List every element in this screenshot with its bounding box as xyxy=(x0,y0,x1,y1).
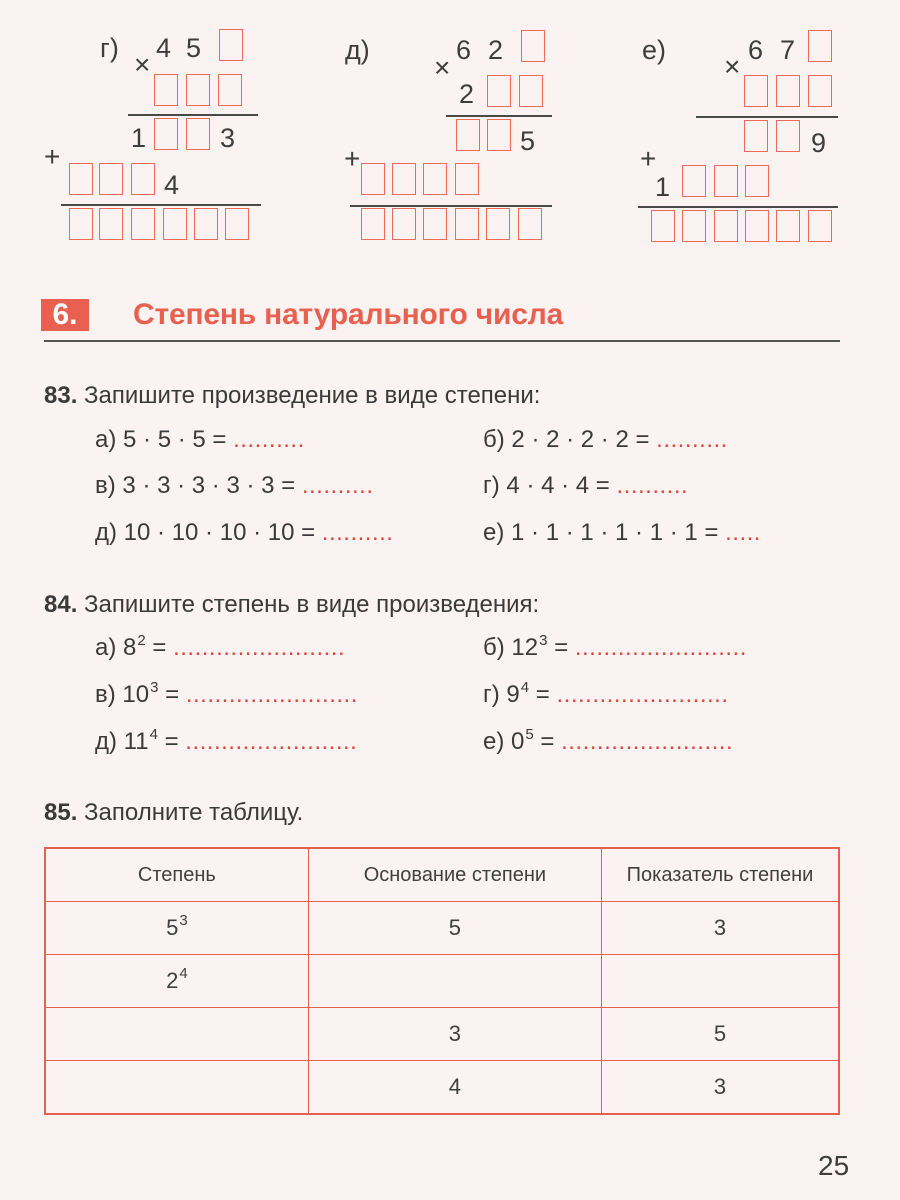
digit-input-box[interactable] xyxy=(518,208,542,240)
puzzle-label: д) xyxy=(345,35,370,65)
digit-input-box[interactable] xyxy=(714,210,738,242)
item-label: а) xyxy=(95,426,117,453)
task-84-item-a xyxy=(95,633,345,666)
digit: 1 xyxy=(655,172,671,202)
power-exponent: 2 xyxy=(137,632,146,649)
table-row xyxy=(45,1008,839,1061)
digit-input-box[interactable] xyxy=(154,74,178,106)
item-label: а) xyxy=(95,634,117,661)
base-cell[interactable]: 5 xyxy=(308,902,601,955)
digit-input-box[interactable] xyxy=(745,165,769,197)
exponent-cell[interactable] xyxy=(602,955,840,1008)
answer-blank[interactable]: ........................ xyxy=(561,728,734,755)
item-expression: 10 · 10 · 10 · 10 = xyxy=(123,519,316,546)
powers-table xyxy=(44,847,840,1115)
divider-line xyxy=(350,205,552,207)
digit-input-box[interactable] xyxy=(69,208,93,240)
item-label: г) xyxy=(483,472,500,499)
power-base: 10 xyxy=(122,681,150,708)
power-base: 2 xyxy=(166,968,179,993)
digit: 2 xyxy=(488,35,504,65)
answer-blank[interactable]: ........................ xyxy=(185,728,358,755)
task-number: 83. xyxy=(44,382,78,409)
item-expression: 5 · 5 · 5 = xyxy=(123,426,227,453)
exponent-cell[interactable]: 3 xyxy=(602,1061,840,1115)
puzzle-label: г) xyxy=(100,33,119,63)
task-84-item-d xyxy=(95,727,357,760)
digit: 6 xyxy=(456,35,472,65)
digit-input-box[interactable] xyxy=(194,208,218,240)
task-84-item-v xyxy=(95,680,358,713)
task-prompt: Запишите произведение в виде степени: xyxy=(84,382,541,409)
divider-line xyxy=(638,206,838,208)
digit-input-box[interactable] xyxy=(69,163,93,195)
answer-blank[interactable]: .......... xyxy=(321,519,394,546)
base-cell[interactable]: 3 xyxy=(308,1008,601,1061)
exponent-cell[interactable]: 3 xyxy=(602,902,840,955)
item-expression: 1 · 1 · 1 · 1 · 1 · 1 = xyxy=(511,519,719,546)
item-expression: 3 · 3 · 3 · 3 · 3 = xyxy=(122,472,296,499)
divider-line xyxy=(696,116,838,118)
digit-input-box[interactable] xyxy=(744,75,768,107)
exponent-cell[interactable]: 5 xyxy=(602,1008,840,1061)
table-header-row xyxy=(45,848,839,902)
equals-sign: = xyxy=(554,634,569,661)
equals-sign: = xyxy=(540,728,555,755)
digit: 2 xyxy=(459,79,475,109)
power-cell[interactable] xyxy=(45,1061,308,1115)
digit-input-box[interactable] xyxy=(808,210,832,242)
digit-input-box[interactable] xyxy=(776,120,800,152)
power-base: 8 xyxy=(123,634,137,661)
digit-input-box[interactable] xyxy=(455,208,479,240)
plus-sign: + xyxy=(344,143,361,174)
digit: 7 xyxy=(780,35,796,65)
puzzle-label: е) xyxy=(642,35,667,65)
digit-input-box[interactable] xyxy=(423,208,447,240)
plus-sign: + xyxy=(44,141,61,172)
digit-input-box[interactable] xyxy=(486,208,510,240)
section-number-badge: 6. xyxy=(41,299,89,331)
task-83-heading xyxy=(44,381,540,411)
task-84-item-b xyxy=(483,633,747,666)
plus-sign: + xyxy=(640,143,657,174)
power-exponent: 4 xyxy=(179,965,188,982)
digit-input-box[interactable] xyxy=(218,74,242,106)
power-base: 9 xyxy=(506,681,520,708)
answer-blank[interactable]: ........................ xyxy=(556,681,729,708)
digit-input-box[interactable] xyxy=(682,210,706,242)
times-sign: × xyxy=(724,51,741,82)
digit-input-box[interactable] xyxy=(361,163,385,195)
digit: 4 xyxy=(164,170,180,200)
power-exponent: 3 xyxy=(150,679,159,696)
task-83-item-b xyxy=(483,425,728,455)
task-number: 84. xyxy=(44,591,78,618)
column-header-power: Степень xyxy=(45,848,308,902)
digit: 4 xyxy=(156,33,172,63)
answer-blank[interactable]: .......... xyxy=(616,472,689,499)
digit-input-box[interactable] xyxy=(808,30,832,62)
digit-input-box[interactable] xyxy=(808,75,832,107)
digit: 6 xyxy=(748,35,764,65)
digit-input-box[interactable] xyxy=(455,163,479,195)
task-prompt: Запишите степень в виде произведения: xyxy=(84,591,540,618)
item-label: б) xyxy=(483,426,505,453)
power-base: 11 xyxy=(123,728,149,755)
answer-blank[interactable]: .......... xyxy=(301,472,374,499)
power-base: 5 xyxy=(166,915,179,940)
answer-blank[interactable]: ........................ xyxy=(173,634,346,661)
power-base: 12 xyxy=(511,634,539,661)
digit-input-box[interactable] xyxy=(131,208,155,240)
digit: 5 xyxy=(520,126,536,156)
power-exponent: 5 xyxy=(525,726,534,743)
digit-input-box[interactable] xyxy=(776,75,800,107)
digit-input-box[interactable] xyxy=(361,208,385,240)
task-number: 85. xyxy=(44,799,78,826)
digit: 9 xyxy=(811,128,827,158)
power-cell[interactable] xyxy=(45,955,308,1008)
digit-input-box[interactable] xyxy=(521,30,545,62)
digit-input-box[interactable] xyxy=(392,163,416,195)
item-label: в) xyxy=(95,681,116,708)
digit: 5 xyxy=(186,33,202,63)
answer-blank[interactable]: .......... xyxy=(233,426,305,453)
divider-line xyxy=(61,204,261,206)
times-sign: × xyxy=(134,49,151,80)
answer-blank[interactable]: ........................ xyxy=(185,681,358,708)
digit-input-box[interactable] xyxy=(163,208,187,240)
digit-input-box[interactable] xyxy=(714,165,738,197)
column-header-exponent: Показатель степени xyxy=(602,848,840,902)
task-83-item-v xyxy=(95,471,374,501)
task-83-item-g xyxy=(483,471,688,501)
digit-input-box[interactable] xyxy=(131,163,155,195)
task-83-item-d xyxy=(95,518,393,548)
task-84-item-g xyxy=(483,680,729,713)
digit-input-box[interactable] xyxy=(776,210,800,242)
digit: 3 xyxy=(220,123,236,153)
digit-input-box[interactable] xyxy=(423,163,447,195)
digit: 1 xyxy=(131,123,147,153)
page-number: 25 xyxy=(818,1150,850,1181)
digit-input-box[interactable] xyxy=(487,119,511,151)
equals-sign: = xyxy=(165,681,180,708)
item-label: б) xyxy=(483,634,505,661)
table-row xyxy=(45,955,839,1008)
digit-input-box[interactable] xyxy=(154,118,178,150)
digit-input-box[interactable] xyxy=(682,165,706,197)
digit-input-box[interactable] xyxy=(186,118,210,150)
digit-input-box[interactable] xyxy=(487,75,511,107)
answer-blank[interactable]: .......... xyxy=(656,426,728,453)
equals-sign: = xyxy=(535,681,550,708)
equals-sign: = xyxy=(164,728,179,755)
power-exponent: 4 xyxy=(520,679,530,696)
power-cell[interactable] xyxy=(45,902,308,955)
task-83-item-e xyxy=(483,518,761,548)
item-label: в) xyxy=(95,472,116,499)
item-expression: 2 · 2 · 2 · 2 = xyxy=(511,426,650,453)
section-title: Степень натурального числа xyxy=(133,298,564,331)
divider-line xyxy=(128,114,258,116)
base-cell[interactable]: 4 xyxy=(308,1061,601,1115)
equals-sign: = xyxy=(152,634,167,661)
digit-input-box[interactable] xyxy=(745,210,769,242)
item-label: д) xyxy=(95,519,117,546)
task-prompt: Заполните таблицу. xyxy=(84,799,304,826)
task-84-heading xyxy=(44,590,539,620)
section-divider xyxy=(44,340,840,342)
digit-input-box[interactable] xyxy=(456,119,480,151)
power-base: 0 xyxy=(511,728,525,755)
item-label: е) xyxy=(483,519,505,546)
item-expression: 4 · 4 · 4 = xyxy=(506,472,610,499)
task-83-item-a xyxy=(95,425,305,455)
divider-line xyxy=(446,115,552,117)
digit-input-box[interactable] xyxy=(225,208,249,240)
times-sign: × xyxy=(434,52,451,83)
digit-input-box[interactable] xyxy=(519,75,543,107)
digit-input-box[interactable] xyxy=(219,29,243,61)
table-row xyxy=(45,1061,839,1115)
digit-input-box[interactable] xyxy=(744,120,768,152)
answer-blank[interactable]: ........................ xyxy=(574,634,747,661)
item-label: г) xyxy=(483,681,500,708)
column-header-base: Основание степени xyxy=(308,848,601,902)
digit-input-box[interactable] xyxy=(99,208,123,240)
power-cell[interactable] xyxy=(45,1008,308,1061)
item-label: д) xyxy=(95,728,117,755)
digit-input-box[interactable] xyxy=(99,163,123,195)
base-cell[interactable] xyxy=(308,955,601,1008)
table-row xyxy=(45,902,839,955)
task-85-heading xyxy=(44,798,303,828)
digit-input-box[interactable] xyxy=(651,210,675,242)
item-label: е) xyxy=(483,728,505,755)
power-exponent: 3 xyxy=(179,912,188,929)
power-exponent: 3 xyxy=(539,632,548,649)
answer-blank[interactable]: ..... xyxy=(725,519,761,546)
task-84-item-e xyxy=(483,727,733,760)
digit-input-box[interactable] xyxy=(186,74,210,106)
power-exponent: 4 xyxy=(149,726,158,743)
digit-input-box[interactable] xyxy=(392,208,416,240)
